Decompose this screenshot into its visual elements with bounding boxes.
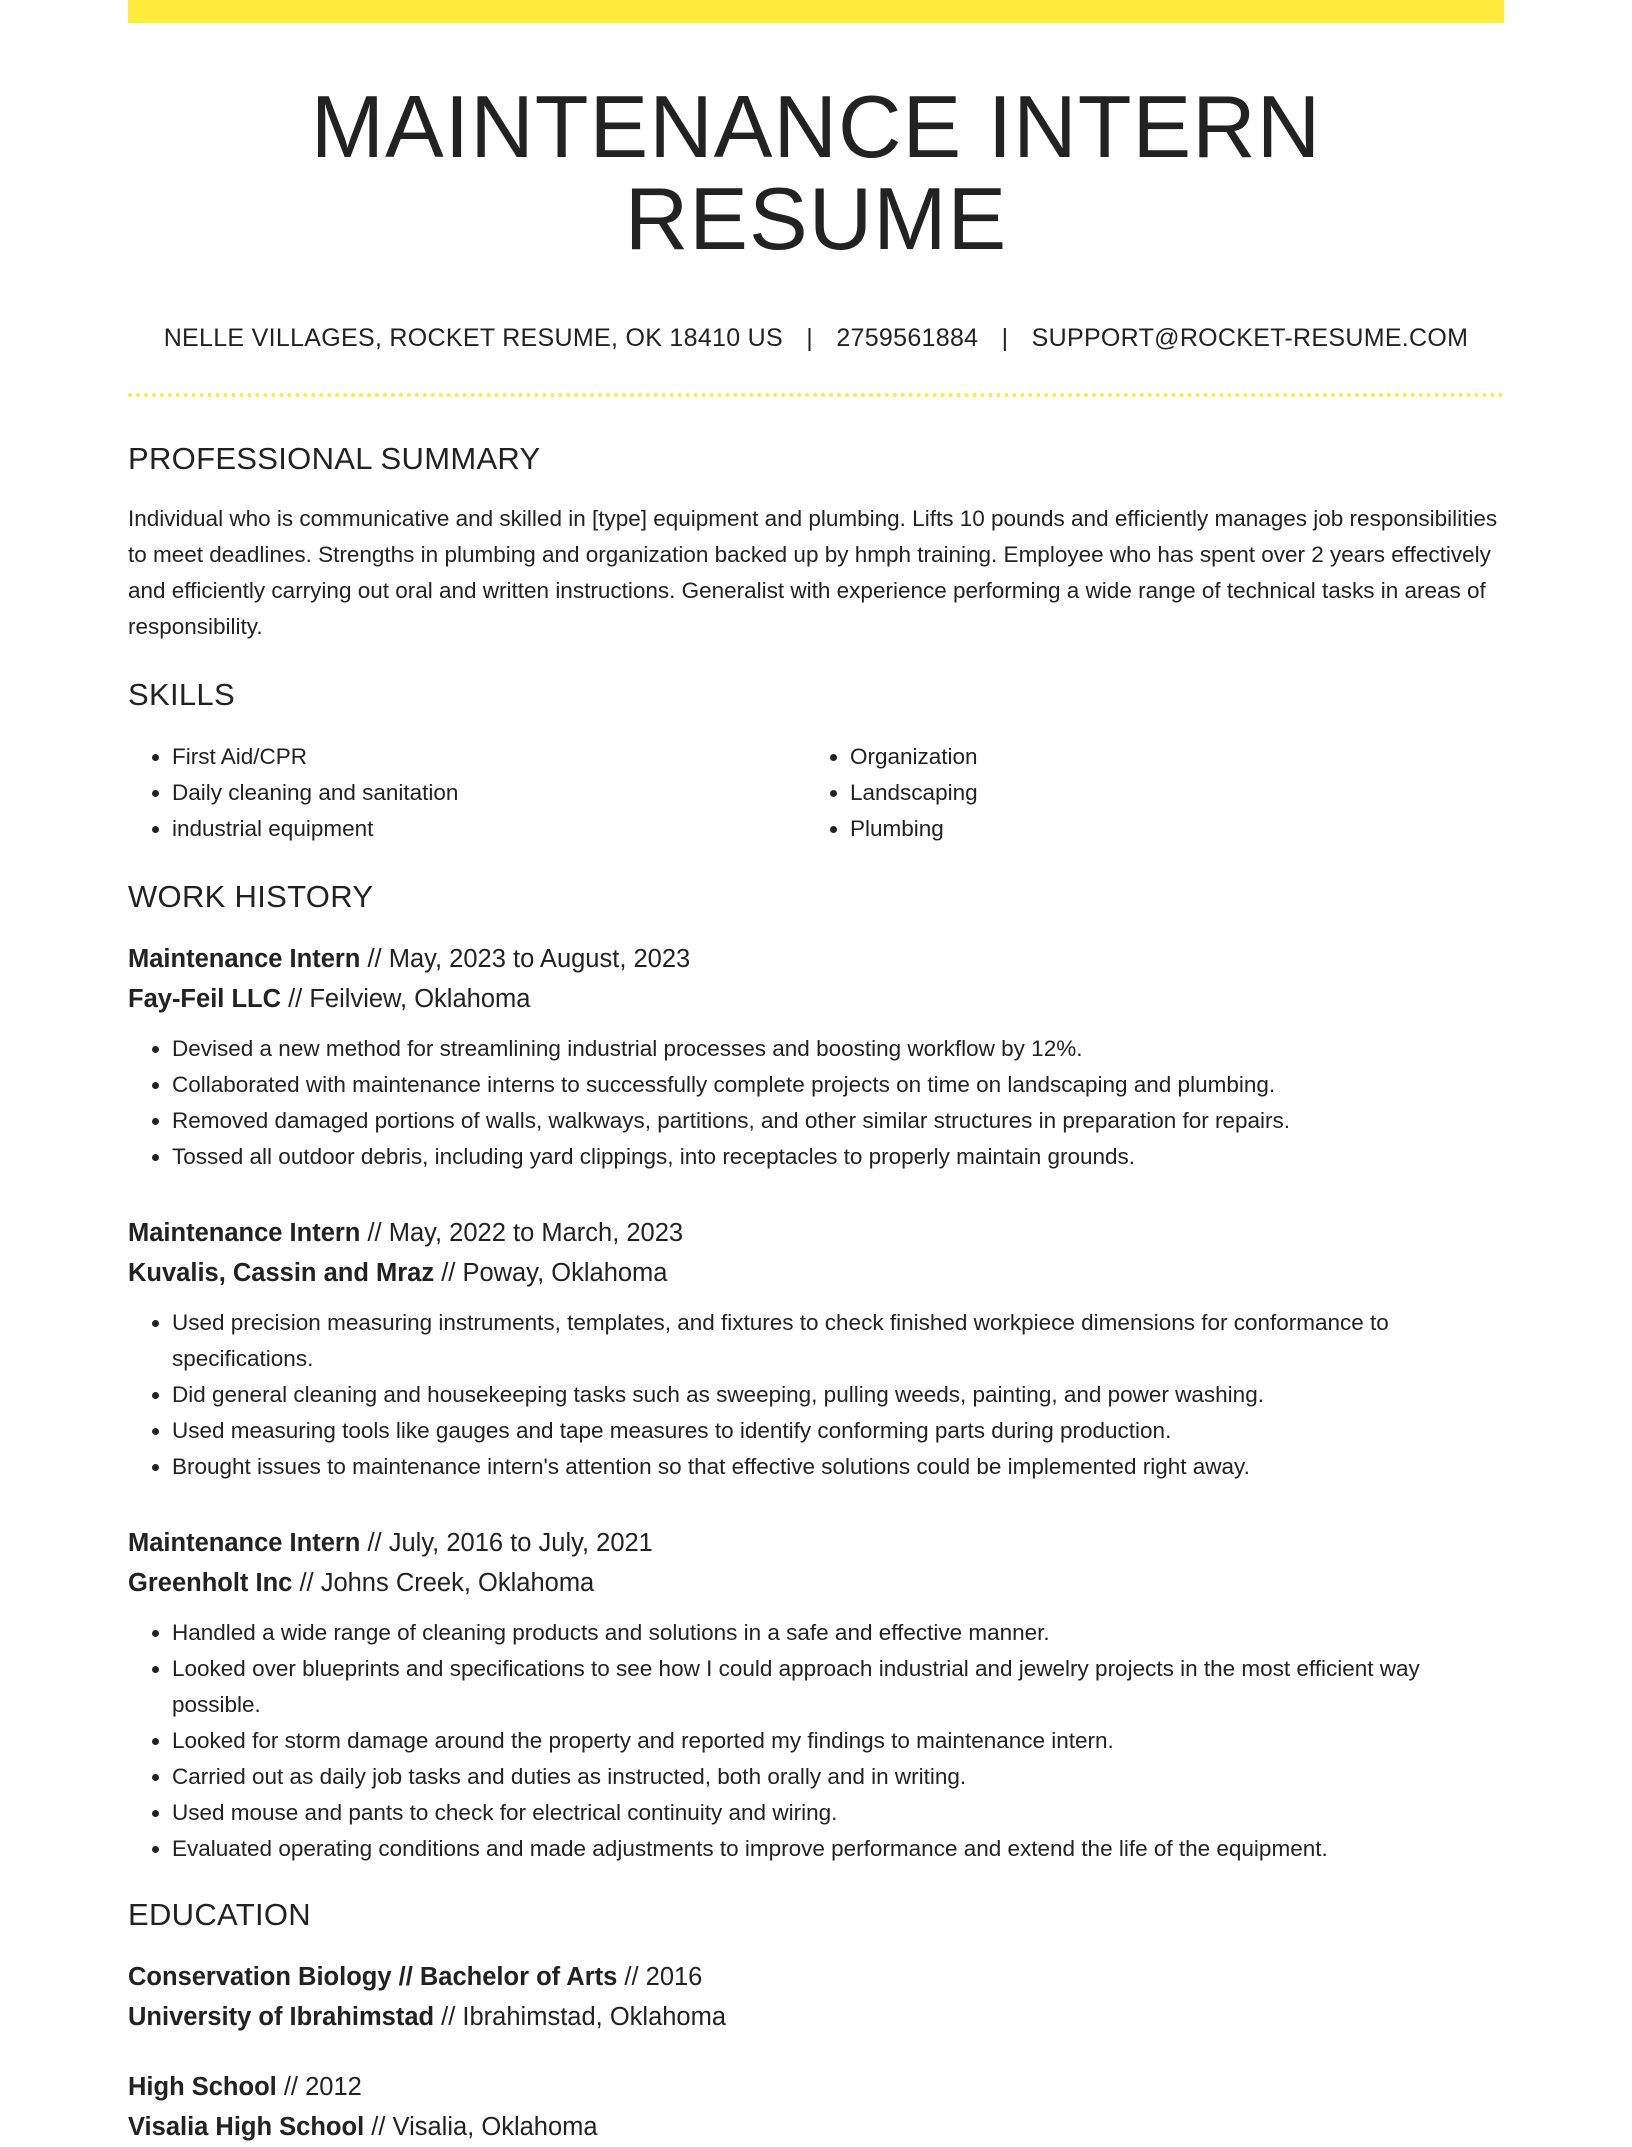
job-entry (128, 1213, 1504, 1485)
job-bullet: • Looked over blueprints and specifications to see how I could approach industrial and jewelry projects in the most efficient way possible. (172, 1651, 1504, 1723)
job-bullet: • Looked for storm damage around the property and reported my findings to maintenance intern. (172, 1723, 1504, 1759)
dotted-divider (128, 393, 1504, 397)
job-title-line (128, 939, 1504, 979)
education-location: // Ibrahimstad, Oklahoma (434, 2002, 727, 2031)
contact-phone: 2759561884 (836, 323, 979, 352)
summary-heading: PROFESSIONAL SUMMARY (128, 440, 541, 476)
skill-item: • Daily cleaning and sanitation (172, 775, 806, 811)
skills-list (128, 739, 1504, 847)
job-bullet: • Used measuring tools like gauges and tape measures to identify conforming parts during production. (172, 1413, 1504, 1449)
job-bullet: • Handled a wide range of cleaning products and solutions in a safe and effective manner. (172, 1615, 1504, 1651)
job-bullet: • Devised a new method for streamlining industrial processes and boosting workflow by 12%. (172, 1031, 1504, 1067)
education-school-line (128, 2107, 1504, 2147)
skill-item: • First Aid/CPR (172, 739, 806, 775)
education-entry (128, 1957, 1504, 2037)
job-bullet: • Brought issues to maintenance intern's attention so that effective solutions could be implemented right away. (172, 1449, 1504, 1485)
education-year: // 2016 (617, 1962, 703, 1991)
education-degree-line (128, 1957, 1504, 1997)
skill-item: • Organization (850, 739, 1484, 775)
skill-item: • Landscaping (850, 775, 1484, 811)
education-school-line (128, 1997, 1504, 2037)
contact-line (128, 324, 1504, 353)
education-entry (128, 2067, 1504, 2147)
job-entry (128, 939, 1504, 1175)
job-bullet: • Tossed all outdoor debris, including yard clippings, into receptacles to properly maintain grounds. (172, 1139, 1504, 1175)
education-heading: EDUCATION (128, 1896, 311, 1932)
job-company-line (128, 1563, 1504, 1603)
summary-text: Individual who is communicative and skilled in [type] equipment and plumbing. Lifts 10 pounds and efficiently manages job responsibilities to meet deadlines. Strengths in plumbing and organization backed up by hmph training. Employee who has spent over 2 years effectively and efficiently carrying out oral and written instructions. Generalist with experience performing a wide range of technical tasks in areas of responsibility. (128, 505, 1498, 639)
contact-separator: | (806, 323, 814, 352)
accent-top-bar (128, 0, 1504, 23)
skill-item: • Plumbing (850, 811, 1484, 847)
job-company: Greenholt Inc (128, 1568, 293, 1597)
education-school: University of Ibrahimstad (128, 2002, 435, 2031)
job-company-line (128, 1253, 1504, 1293)
job-dates: // May, 2022 to March, 2023 (360, 1218, 684, 1247)
job-bullets (128, 1615, 1504, 1867)
contact-email: SUPPORT@ROCKET-RESUME.COM (1031, 323, 1469, 352)
contact-address: NELLE VILLAGES, ROCKET RESUME, OK 18410 US (163, 323, 784, 352)
job-company: Kuvalis, Cassin and Mraz (128, 1258, 435, 1287)
job-bullet: • Removed damaged portions of walls, walkways, partitions, and other similar structures in preparation for repairs. (172, 1103, 1504, 1139)
job-title: Maintenance Intern (128, 1218, 361, 1247)
resume-page (128, 0, 1504, 2147)
job-title-line (128, 1213, 1504, 1253)
skill-item: • industrial equipment (172, 811, 806, 847)
education-degree-line (128, 2067, 1504, 2107)
job-bullet: • Used mouse and pants to check for electrical continuity and wiring. (172, 1795, 1504, 1831)
contact-separator: | (1001, 323, 1009, 352)
job-location: // Feilview, Oklahoma (281, 984, 531, 1013)
education-school: Visalia High School (128, 2112, 365, 2141)
job-title-line (128, 1523, 1504, 1563)
job-bullet: • Evaluated operating conditions and made adjustments to improve performance and extend the life of the equipment. (172, 1831, 1504, 1867)
job-location: // Johns Creek, Oklahoma (292, 1568, 595, 1597)
resume-title: MAINTENANCE INTERN RESUME (310, 77, 1322, 269)
skills-heading: SKILLS (128, 676, 235, 712)
skills-column-right (806, 739, 1484, 847)
job-bullet: • Used precision measuring instruments, templates, and fixtures to check finished workpiece dimensions for conformance to specifications. (172, 1305, 1504, 1377)
job-bullet: • Did general cleaning and housekeeping tasks such as sweeping, pulling weeds, painting, and power washing. (172, 1377, 1504, 1413)
education-location: // Visalia, Oklahoma (364, 2112, 598, 2141)
job-location: // Poway, Oklahoma (434, 1258, 668, 1287)
job-company: Fay-Feil LLC (128, 984, 282, 1013)
job-bullet: • Carried out as daily job tasks and duties as instructed, both orally and in writing. (172, 1759, 1504, 1795)
job-title: Maintenance Intern (128, 1528, 361, 1557)
job-entry (128, 1523, 1504, 1867)
skills-column-left (128, 739, 806, 847)
job-bullets (128, 1305, 1504, 1485)
education-degree: Conservation Biology // Bachelor of Arts (128, 1962, 618, 1991)
job-bullets (128, 1031, 1504, 1175)
job-company-line (128, 979, 1504, 1019)
work-history-heading: WORK HISTORY (128, 878, 374, 914)
education-year: // 2012 (276, 2072, 362, 2101)
job-dates: // July, 2016 to July, 2021 (360, 1528, 653, 1557)
job-title: Maintenance Intern (128, 944, 361, 973)
job-dates: // May, 2023 to August, 2023 (360, 944, 691, 973)
job-bullet: • Collaborated with maintenance interns to successfully complete projects on time on landscaping and plumbing. (172, 1067, 1504, 1103)
education-degree: High School (128, 2072, 277, 2101)
